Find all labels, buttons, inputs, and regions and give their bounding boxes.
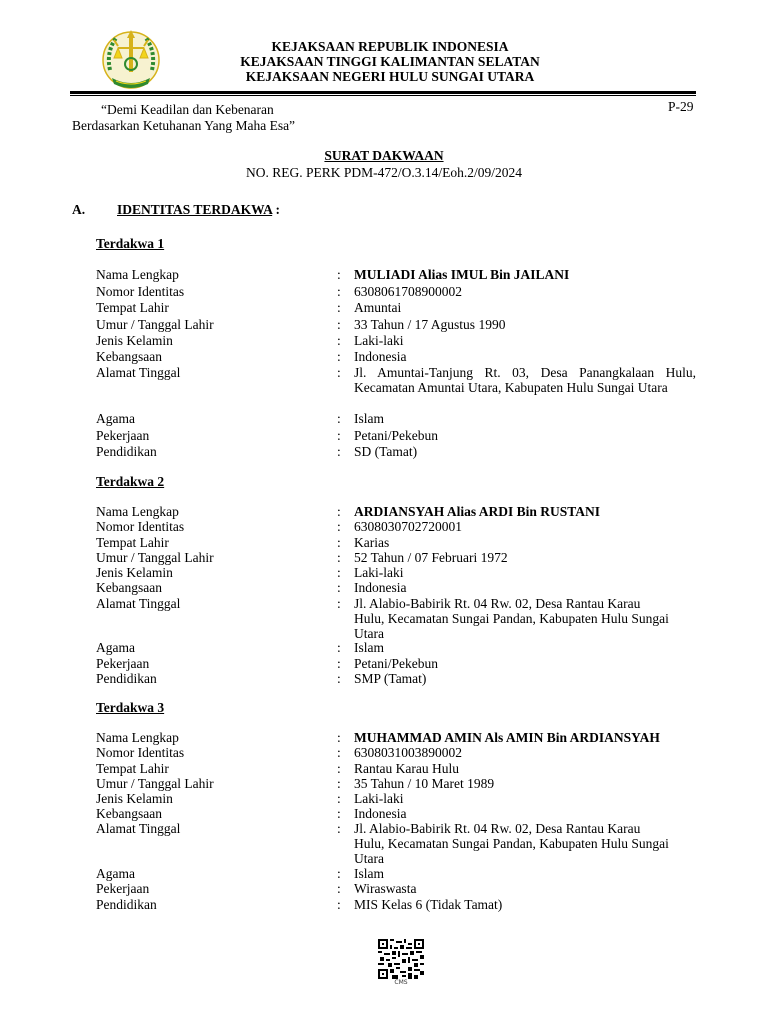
field-value: 6308030702720001 <box>354 519 462 534</box>
field-colon: : <box>337 333 341 348</box>
field-colon: : <box>337 444 341 459</box>
field-colon: : <box>337 428 341 443</box>
field-colon: : <box>337 745 341 760</box>
field-value: 6308061708900002 <box>354 284 462 299</box>
field-value: Laki-laki <box>354 565 404 580</box>
org-line-1: KEJAKSAAN REPUBLIK INDONESIA <box>271 39 509 54</box>
field-colon: : <box>337 821 341 836</box>
field-value: Jl. Alabio-Babirik Rt. 04 Rw. 02, Desa Rantau Karau Hulu, Kecamatan Sungai Pandan, Kabupaten Hulu Sungai Utara <box>354 596 669 641</box>
header-rule-thick <box>70 91 696 94</box>
field-value: Karias <box>354 535 390 550</box>
field-value: Jl. Alabio-Babirik Rt. 04 Rw. 02, Desa Rantau Karau Hulu, Kecamatan Sungai Pandan, Kabupaten Hulu Sungai Utara <box>354 821 669 866</box>
defendant-heading: Terdakwa 3 <box>96 700 165 715</box>
field-label: Agama <box>96 411 135 426</box>
field-colon: : <box>337 730 341 745</box>
field-label: Tempat Lahir <box>96 300 169 315</box>
field-value: Islam <box>354 411 384 426</box>
field-value: Islam <box>354 866 384 881</box>
field-label: Nama Lengkap <box>96 504 179 519</box>
field-label: Kebangsaan <box>96 806 162 821</box>
field-colon: : <box>337 300 341 315</box>
field-label: Alamat Tinggal <box>96 596 181 611</box>
field-value: Rantau Karau Hulu <box>354 761 459 776</box>
field-colon: : <box>337 519 341 534</box>
field-colon: : <box>337 776 341 791</box>
field-colon: : <box>337 284 341 299</box>
field-colon: : <box>337 535 341 550</box>
field-colon: : <box>337 671 341 686</box>
field-label: Tempat Lahir <box>96 535 169 550</box>
field-value: Laki-laki <box>354 791 404 806</box>
field-colon: : <box>337 656 341 671</box>
document-title: SURAT DAKWAAN <box>324 148 444 163</box>
field-value: Petani/Pekebun <box>354 428 438 443</box>
field-colon: : <box>337 365 341 380</box>
field-value: Indonesia <box>354 580 407 595</box>
field-colon: : <box>337 504 341 519</box>
section-title: IDENTITAS TERDAKWA <box>117 202 273 217</box>
field-label: Agama <box>96 640 135 655</box>
field-label: Pendidikan <box>96 444 157 459</box>
field-label: Umur / Tanggal Lahir <box>96 550 214 565</box>
field-value: 6308031003890002 <box>354 745 462 760</box>
motto-line-1: “Demi Keadilan dan Kebenaran <box>101 102 274 117</box>
field-colon: : <box>337 761 341 776</box>
field-colon: : <box>337 791 341 806</box>
field-value: Laki-laki <box>354 333 404 348</box>
defendant-name: MULIADI Alias IMUL Bin JAILANI <box>354 267 570 282</box>
field-label: Nomor Identitas <box>96 284 185 299</box>
form-code: P-29 <box>668 99 694 114</box>
field-label: Agama <box>96 866 135 881</box>
field-label: Umur / Tanggal Lahir <box>96 776 214 791</box>
defendant-name: ARDIANSYAH Alias ARDI Bin RUSTANI <box>354 504 601 519</box>
field-label: Umur / Tanggal Lahir <box>96 317 214 332</box>
field-label: Pekerjaan <box>96 881 150 896</box>
field-value: Islam <box>354 640 384 655</box>
field-colon: : <box>337 267 341 282</box>
field-label: Pendidikan <box>96 671 157 686</box>
field-colon: : <box>337 640 341 655</box>
field-label: Tempat Lahir <box>96 761 169 776</box>
field-label: Pendidikan <box>96 897 157 912</box>
org-line-2: KEJAKSAAN TINGGI KALIMANTAN SELATAN <box>240 54 540 69</box>
qr-code-icon <box>378 939 424 979</box>
field-value: 35 Tahun / 10 Maret 1989 <box>354 776 495 791</box>
field-label: Nama Lengkap <box>96 730 179 745</box>
defendant-heading: Terdakwa 1 <box>96 236 165 251</box>
field-colon: : <box>337 866 341 881</box>
field-colon: : <box>337 580 341 595</box>
kejaksaan-logo-icon <box>98 26 164 92</box>
registration-number: NO. REG. PERK PDM-472/O.3.14/Eoh.2/09/2024 <box>245 165 522 180</box>
field-label: Pekerjaan <box>96 428 150 443</box>
section-suffix: : <box>272 202 281 217</box>
field-label: Jenis Kelamin <box>96 565 173 580</box>
field-label: Kebangsaan <box>96 580 162 595</box>
field-label: Nomor Identitas <box>96 745 185 760</box>
field-label: Jenis Kelamin <box>96 333 173 348</box>
field-label: Nama Lengkap <box>96 267 179 282</box>
field-value: SD (Tamat) <box>354 444 418 459</box>
field-colon: : <box>337 411 341 426</box>
header-rule-thin <box>70 95 696 96</box>
field-colon: : <box>337 806 341 821</box>
qr-caption: CMS <box>394 979 408 986</box>
field-label: Alamat Tinggal <box>96 365 181 380</box>
section-a-heading <box>72 202 280 218</box>
field-colon: : <box>337 897 341 912</box>
field-value: Indonesia <box>354 349 407 364</box>
field-value: Jl. Amuntai-Tanjung Rt. 03, Desa Panangkalaan Hulu, Kecamatan Amuntai Utara, Kabupaten Hulu Sungai Utara <box>354 365 696 395</box>
field-colon: : <box>337 317 341 332</box>
field-value: Amuntai <box>354 300 402 315</box>
field-label: Kebangsaan <box>96 349 162 364</box>
field-colon: : <box>337 349 341 364</box>
field-value: 33 Tahun / 17 Agustus 1990 <box>354 317 506 332</box>
field-colon: : <box>337 596 341 611</box>
motto-line-2: Berdasarkan Ketuhanan Yang Maha Esa” <box>72 118 296 133</box>
section-number: A. <box>72 202 86 217</box>
field-colon: : <box>337 881 341 896</box>
field-value: MIS Kelas 6 (Tidak Tamat) <box>354 897 503 912</box>
defendant-name: MUHAMMAD AMIN Als AMIN Bin ARDIANSYAH <box>354 730 660 745</box>
field-value: 52 Tahun / 07 Februari 1972 <box>354 550 508 565</box>
field-label: Jenis Kelamin <box>96 791 173 806</box>
field-value: Indonesia <box>354 806 407 821</box>
field-value: Petani/Pekebun <box>354 656 438 671</box>
field-label: Nomor Identitas <box>96 519 185 534</box>
field-value: SMP (Tamat) <box>354 671 427 686</box>
field-value: Wiraswasta <box>354 881 417 896</box>
field-colon: : <box>337 565 341 580</box>
org-line-3: KEJAKSAAN NEGERI HULU SUNGAI UTARA <box>245 69 535 84</box>
field-label: Pekerjaan <box>96 656 150 671</box>
defendant-heading: Terdakwa 2 <box>96 474 165 489</box>
field-colon: : <box>337 550 341 565</box>
field-label: Alamat Tinggal <box>96 821 181 836</box>
